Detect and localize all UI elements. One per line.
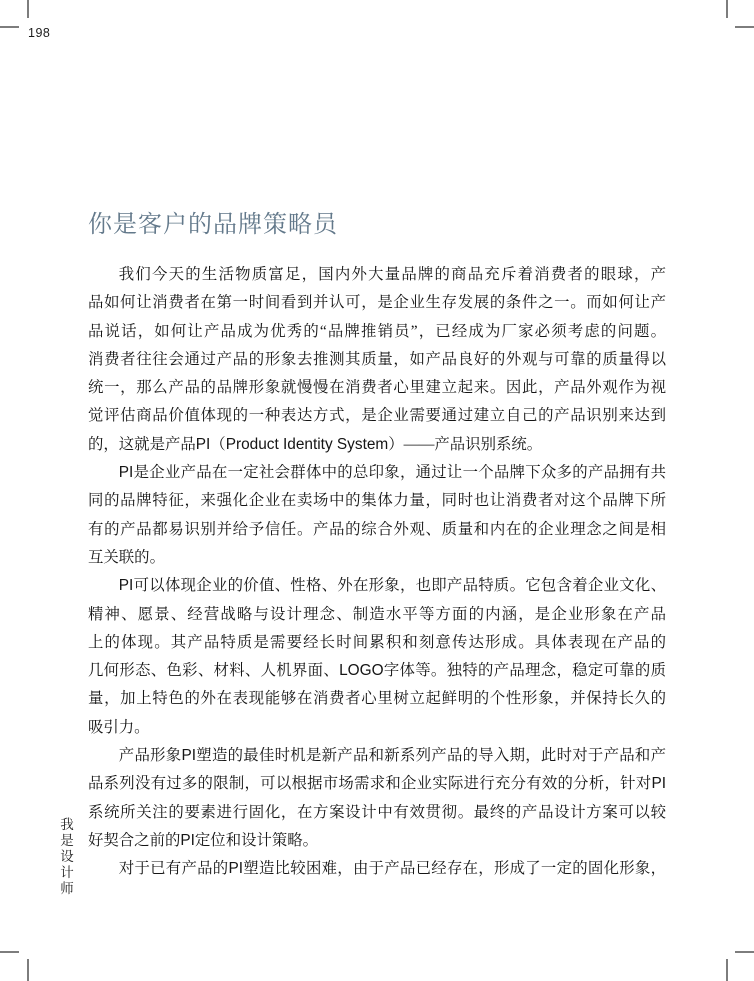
latin-text: PI (651, 775, 666, 793)
cjk-text: 字体等。独特的产品理念，稳定可靠的质 (383, 662, 666, 680)
crop-mark-top-right-horizontal (735, 26, 754, 28)
cjk-text: 消费者往往会通过产品的形象去推测其质量，如产品良好的外观与可靠的质量得以 (88, 350, 666, 368)
text-line (88, 601, 666, 629)
cjk-text: 塑造比较困难，由于产品已经存在，形成了一定的固化形象， (243, 860, 666, 878)
cjk-text: 上的体现。其产品特质是需要经长时间累积和刻意传达形成。具体表现在产品的 (88, 633, 666, 651)
crop-mark-bottom-left-horizontal (0, 951, 19, 953)
text-line (88, 685, 666, 713)
chapter-title: 你是客户的品牌策略员 (88, 211, 338, 238)
cjk-text: 同的品牌特征，来强化企业在卖场中的集体力量，同时也让消费者对这个品牌下所 (88, 492, 666, 510)
cjk-text: 产品形象 (118, 747, 182, 765)
cjk-text: 我们今天的生活物质富足，国内外大量品牌的商品充斥着消费者的眼球，产 (118, 266, 666, 283)
cjk-text: 品说话，如何让产品成为优秀的“品牌推销员”，已经成为厂家必须考虑的问题。 (88, 322, 666, 340)
text-line (88, 261, 666, 289)
cjk-text: 的，这就是产品 (88, 435, 196, 453)
cjk-text: 觉评估商品价值体现的一种表达方式，是企业需要通过建立自己的产品识别来达到 (88, 407, 666, 425)
cjk-text: 几何形态、色彩、材料、人机界面、 (88, 662, 340, 680)
text-line (88, 402, 666, 430)
cjk-text: 精神、愿景、经营战略与设计理念、制造水平等方面的内涵，是企业形象在产品 (88, 605, 666, 623)
text-line (88, 572, 666, 600)
latin-text: PI (228, 860, 244, 878)
crop-mark-top-right-vertical (726, 0, 728, 18)
cjk-text: 有的产品都易识别并给予信任。产品的综合外观、质量和内在的企业理念之间是相 (88, 520, 666, 538)
crop-mark-bottom-right-vertical (726, 959, 728, 981)
cjk-text: （ (210, 435, 226, 453)
text-line (88, 629, 666, 657)
cjk-text: 塑造的最佳时机是新产品和新系列产品的导入期，此时对于产品和产 (196, 747, 666, 765)
text-line (88, 431, 666, 459)
latin-text: PI (118, 577, 134, 595)
crop-mark-bottom-right-horizontal (735, 951, 754, 953)
cjk-text: 可以体现企业的价值、性格、外在形象，也即产品特质。它包含着企业文化、 (133, 577, 666, 595)
cjk-text: 对于已有产品的 (118, 860, 229, 878)
text-line (88, 742, 666, 770)
cjk-text: 是企业产品在一定社会群体中的总印象，通过让一个品牌下众多的产品拥有共 (133, 464, 666, 482)
latin-text: Product Identity System (225, 435, 389, 453)
cjk-text: ）——产品识别系统。 (388, 435, 543, 453)
text-line (88, 544, 666, 572)
page-number: 198 (28, 26, 51, 40)
cjk-text: 系统所关注的要素进行固化，在方案设计中有效贯彻。最终的产品设计方案可以较 (88, 803, 666, 821)
latin-text: PI (180, 831, 195, 849)
cjk-text: 互关联的。 (88, 548, 165, 566)
book-spine-title: 我是设计师 (58, 817, 73, 897)
text-line (88, 799, 666, 827)
crop-mark-bottom-left-vertical (27, 959, 29, 981)
article-body (88, 261, 666, 884)
latin-text: PI (195, 435, 211, 453)
text-line (88, 855, 666, 883)
cjk-text: 量，加上特色的外在表现能够在消费者心里树立起鲜明的个性形象，并保持长久的 (88, 690, 666, 708)
text-line (88, 770, 666, 798)
text-line (88, 289, 666, 317)
text-line (88, 318, 666, 346)
latin-text: PI (118, 464, 134, 482)
latin-text: PI (181, 747, 197, 765)
text-line (88, 657, 666, 685)
cjk-text: 吸引力。 (88, 718, 150, 736)
text-line (88, 827, 666, 855)
text-line (88, 346, 666, 374)
crop-mark-top-left-horizontal (0, 26, 19, 28)
text-line (88, 487, 666, 515)
cjk-text: 品系列没有过多的限制，可以根据市场需求和企业实际进行充分有效的分析，针对 (88, 775, 652, 793)
cjk-text: 定位和设计策略。 (194, 831, 319, 849)
cjk-text: 品如何让消费者在第一时间看到并认可，是企业生存发展的条件之一。而如何让产 (88, 294, 666, 312)
latin-text: LOGO (339, 662, 384, 680)
text-line (88, 516, 666, 544)
cjk-text: 统一，那么产品的品牌形象就慢慢在消费者心里建立起来。因此，产品外观作为视 (88, 379, 666, 397)
text-line (88, 714, 666, 742)
text-line (88, 374, 666, 402)
cjk-text: 好契合之前的 (88, 831, 181, 849)
text-line (88, 459, 666, 487)
crop-mark-top-left-vertical (27, 0, 29, 18)
